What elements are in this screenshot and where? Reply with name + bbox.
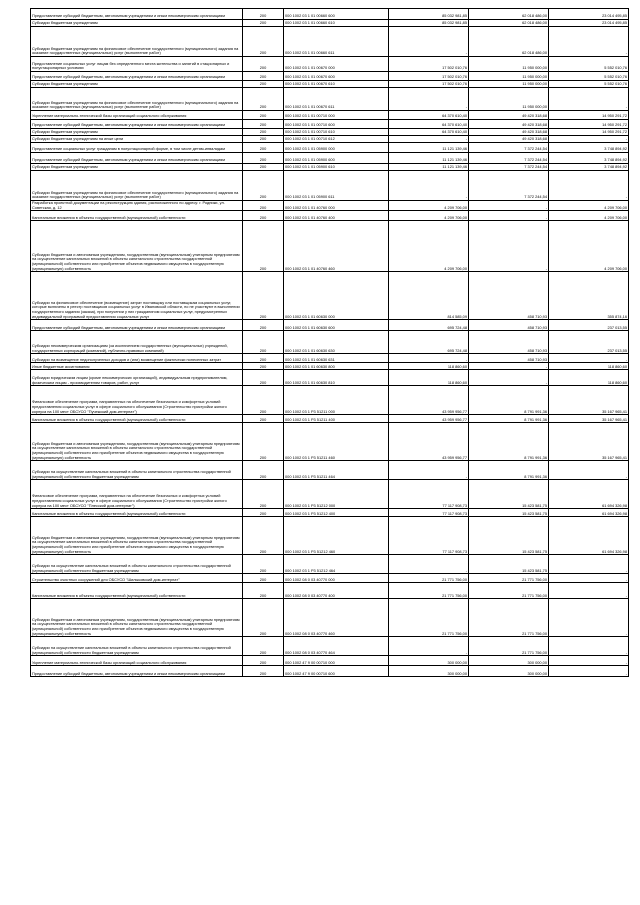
row-name-cell: Субсидии бюджетным учреждениям на финансовое обеспечение государственного (муниципального) задания на оказание государственных (муниципальных) услуг (выполнение работ) — [31, 27, 243, 57]
row-kbk-cell: 000 1002 03 1 01 60630 631 — [284, 354, 389, 363]
row-name-cell: Капитальные вложения в объекты государственной (муниципальной) собственности — [31, 583, 243, 599]
row-name-cell: Субсидии на осуществление капитальных вложений в объекты капитального строительства государственной (муниципальной) собственности бюджетным учреждениям — [31, 637, 243, 656]
row-value1-cell: 300 000,00 — [389, 656, 469, 666]
table-row — [31, 354, 629, 363]
row-value1-cell: 4 209 706,00 — [389, 221, 469, 272]
row-value1-cell: 77 117 908,73 — [389, 517, 469, 555]
row-value1-cell: 21 771 756,00 — [389, 583, 469, 599]
table-row — [31, 583, 629, 599]
row-value3-cell: 14 950 291,72 — [549, 111, 629, 120]
table-row — [31, 666, 629, 677]
table-row — [31, 88, 629, 111]
row-code-cell: 200 — [243, 153, 284, 164]
row-value1-cell: 17 502 010,76 — [389, 57, 469, 72]
budget-table-body — [31, 9, 629, 677]
row-value3-cell: 4 209 706,00 — [549, 201, 629, 211]
row-name-cell: Укрепление материально-технической базы организаций социального обслуживания — [31, 656, 243, 666]
row-code-cell: 200 — [243, 27, 284, 57]
row-name-cell: Укрепление материально-технической базы организаций социального обслуживания — [31, 111, 243, 120]
row-value2-cell: 49 420 318,68 — [469, 120, 549, 129]
row-value2-cell: 458 710,93 — [469, 331, 549, 354]
row-value2-cell: 300 000,00 — [469, 656, 549, 666]
row-kbk-cell: 000 1002 03 1 P3 51212 000 — [284, 480, 389, 509]
table-row — [31, 386, 629, 415]
row-value3-cell: - — [549, 136, 629, 143]
table-row — [31, 509, 629, 517]
row-value1-cell: 85 032 981,85 — [389, 20, 469, 27]
row-value3-cell: 3 748 894,92 — [549, 153, 629, 164]
row-kbk-cell: 000 1002 03 1 01 60630 000 — [284, 272, 389, 320]
row-value3-cell: 3 748 894,92 — [549, 143, 629, 153]
row-code-cell: 200 — [243, 415, 284, 423]
row-name-cell: Капитальные вложения в объекты государственной (муниципальной) собственности — [31, 211, 243, 221]
row-name-cell: Разработка проектной документации на реконструкцию здания, расположенного по адресу: г. Родники, ул. Советская, д. 12 — [31, 201, 243, 211]
row-value2-cell: 49 420 318,68 — [469, 111, 549, 120]
table-row — [31, 517, 629, 555]
row-code-cell: 200 — [243, 509, 284, 517]
row-value2-cell: 21 771 756,00 — [469, 583, 549, 599]
row-kbk-cell: 000 1002 03 1 P3 51212 400 — [284, 509, 389, 517]
row-code-cell: 200 — [243, 461, 284, 480]
table-row — [31, 171, 629, 201]
row-value3-cell: - — [549, 599, 629, 637]
table-row — [31, 211, 629, 221]
row-value1-cell: 814 585,09 — [389, 272, 469, 320]
table-row — [31, 120, 629, 129]
row-kbk-cell: 000 1002 03 1 01 05900 000 — [284, 143, 389, 153]
table-row — [31, 320, 629, 331]
row-value3-cell: 5 552 010,76 — [549, 72, 629, 81]
table-row — [31, 111, 629, 120]
row-value3-cell: - — [549, 354, 629, 363]
row-value1-cell: 17 502 010,76 — [389, 81, 469, 88]
row-kbk-cell: 000 1002 03 1 01 40760 000 — [284, 201, 389, 211]
row-code-cell: 200 — [243, 143, 284, 153]
row-value2-cell: 7 372 244,54 — [469, 143, 549, 153]
row-kbk-cell: 000 1002 03 1 01 05900 600 — [284, 153, 389, 164]
row-code-cell: 200 — [243, 88, 284, 111]
row-name-cell: Субсидии бюджетным и автономным учреждениям, государственным (муниципальным) унитарным предприятиям на осуществление капитальных вложений в объекты капитального строительства государственной (муниципальной) собственности или приобретение объектов недвижимого имущества в государственную (муниципальную) собственность — [31, 423, 243, 461]
row-name-cell: Субсидии на осуществление капитальных вложений в объекты капитального строительства государственной (муниципальной) собственности бюджетным учреждениям — [31, 461, 243, 480]
row-kbk-cell: 000 1002 03 1 01 40760 400 — [284, 211, 389, 221]
row-value2-cell: 458 710,93 — [469, 354, 549, 363]
row-code-cell: 200 — [243, 354, 284, 363]
table-row — [31, 81, 629, 88]
table-row — [31, 143, 629, 153]
row-name-cell: Предоставление субсидий бюджетным, автономным учреждениям и иным некоммерческим организациям — [31, 72, 243, 81]
table-row — [31, 637, 629, 656]
row-value1-cell: 4 209 706,00 — [389, 211, 469, 221]
row-value3-cell: - — [549, 656, 629, 666]
row-value3-cell: 118 860,60 — [549, 363, 629, 370]
row-value1-cell: - — [389, 171, 469, 201]
row-code-cell: 200 — [243, 517, 284, 555]
row-kbk-cell: 000 1002 03 1 01 00710 610 — [284, 129, 389, 136]
row-kbk-cell: 000 1002 03 1 P3 51212 464 — [284, 555, 389, 574]
table-row — [31, 363, 629, 370]
table-row — [31, 221, 629, 272]
row-value2-cell: 8 791 991,36 — [469, 461, 549, 480]
row-value2-cell: 7 372 244,54 — [469, 164, 549, 171]
row-value2-cell: 21 771 756,00 — [469, 574, 549, 583]
row-value3-cell: 3 748 894,92 — [549, 164, 629, 171]
row-name-cell: Субсидии бюджетным и автономным учреждениям, государственным (муниципальным) унитарным предприятиям на осуществление капитальных вложений в объекты капитального строительства государственной (муниципальной) собственности или приобретение объектов недвижимого имущества в государственную (муниципальную) собственность — [31, 517, 243, 555]
row-code-cell: 200 — [243, 9, 284, 20]
row-code-cell: 200 — [243, 211, 284, 221]
row-value3-cell: 5 552 010,76 — [549, 81, 629, 88]
row-value3-cell: 237 013,55 — [549, 331, 629, 354]
row-value3-cell: 35 167 965,41 — [549, 423, 629, 461]
row-kbk-cell: 000 1002 03 1 01 60630 810 — [284, 370, 389, 386]
table-row — [31, 72, 629, 81]
row-name-cell: Предоставление субсидий бюджетным, автономным учреждениям и иным некоммерческим организациям — [31, 320, 243, 331]
row-name-cell: Субсидии бюджетным и автономным учреждениям, государственным (муниципальным) унитарным предприятиям на осуществление капитальных вложений в объекты капитального строительства государственной (муниципальной) собственности или приобретение объектов недвижимого имущества в государственную (муниципальную) собственность — [31, 599, 243, 637]
row-kbk-cell: 000 1002 03 1 01 00660 600 — [284, 9, 389, 20]
row-kbk-cell: 000 1002 08 0 03 40770 400 — [284, 583, 389, 599]
row-name-cell: Субсидии бюджетным учреждениям — [31, 164, 243, 171]
row-code-cell: 200 — [243, 331, 284, 354]
row-name-cell: Финансовое обеспечение программ, направленных на обеспечение безопасных и комфортных условий предоставления социальных услуг в сфере социального обслуживания (Строительство пристройки жилого корпуса на 100 мест ОБСУСО "Пучежский дом-интернат") — [31, 386, 243, 415]
row-name-cell: Субсидии юридическим лицам (кроме некоммерческих организаций), индивидуальным предпринимателям, физическим лицам - производителям товаров, работ, услуг — [31, 370, 243, 386]
row-value2-cell: 8 791 991,36 — [469, 423, 549, 461]
row-value1-cell: - — [389, 637, 469, 656]
row-kbk-cell: 000 1002 03 1 01 40760 460 — [284, 221, 389, 272]
table-row — [31, 461, 629, 480]
table-row — [31, 415, 629, 423]
row-value1-cell: 77 117 908,73 — [389, 480, 469, 509]
row-value3-cell: 14 950 291,72 — [549, 129, 629, 136]
row-kbk-cell: 000 1002 03 1 P3 51211 460 — [284, 423, 389, 461]
row-value3-cell: 35 167 965,41 — [549, 415, 629, 423]
row-value2-cell: 21 771 756,00 — [469, 637, 549, 656]
row-value1-cell: - — [389, 555, 469, 574]
row-value1-cell: - — [389, 354, 469, 363]
row-kbk-cell: 000 1002 03 1 01 00710 600 — [284, 120, 389, 129]
row-value1-cell: 17 502 010,76 — [389, 72, 469, 81]
row-value2-cell: 300 000,00 — [469, 666, 549, 677]
row-name-cell: Субсидии бюджетным учреждениям — [31, 81, 243, 88]
row-kbk-cell: 000 1002 03 1 P3 51211 464 — [284, 461, 389, 480]
table-row — [31, 656, 629, 666]
row-value2-cell: 62 018 486,00 — [469, 20, 549, 27]
row-name-cell: Предоставление субсидий бюджетным, автономным учреждениям и иным некоммерческим организациям — [31, 153, 243, 164]
row-name-cell: Капитальные вложения в объекты государственной (муниципальной) собственности — [31, 415, 243, 423]
row-code-cell: 200 — [243, 637, 284, 656]
row-value1-cell: 695 724,48 — [389, 331, 469, 354]
row-kbk-cell: 000 1002 08 0 03 40770 000 — [284, 574, 389, 583]
row-code-cell: 200 — [243, 120, 284, 129]
table-row — [31, 331, 629, 354]
row-value2-cell: 49 420 318,68 — [469, 129, 549, 136]
table-row — [31, 164, 629, 171]
row-kbk-cell: 000 1002 03 1 01 00660 610 — [284, 20, 389, 27]
row-kbk-cell: 000 1002 03 1 P3 51212 460 — [284, 517, 389, 555]
row-value1-cell: - — [389, 136, 469, 143]
row-code-cell: 200 — [243, 423, 284, 461]
row-kbk-cell: 000 1002 03 1 01 00670 610 — [284, 81, 389, 88]
row-name-cell: Предоставление субсидий бюджетным, автономным учреждениям и иным некоммерческим организациям — [31, 666, 243, 677]
row-code-cell: 200 — [243, 111, 284, 120]
row-kbk-cell: 000 1002 03 1 01 60630 800 — [284, 363, 389, 370]
row-name-cell: Иные бюджетные ассигнования — [31, 363, 243, 370]
row-code-cell: 200 — [243, 129, 284, 136]
row-name-cell: Предоставление субсидий бюджетным, автономным учреждениям и иным некоммерческим организациям — [31, 9, 243, 20]
row-value3-cell: 4 209 706,00 — [549, 211, 629, 221]
row-value1-cell: 43 959 956,77 — [389, 423, 469, 461]
row-code-cell: 200 — [243, 57, 284, 72]
table-row — [31, 480, 629, 509]
row-value1-cell: 118 860,60 — [389, 370, 469, 386]
row-code-cell: 200 — [243, 164, 284, 171]
row-value2-cell: 11 950 000,00 — [469, 81, 549, 88]
row-code-cell: 200 — [243, 272, 284, 320]
row-name-cell: Субсидии бюджетным и автономным учреждениям, государственным (муниципальным) унитарным предприятиям на осуществление капитальных вложений в объекты капитального строительства государственной (муниципальной) собственности или приобретение объектов недвижимого имущества в государственную (муниципальную) собственность — [31, 221, 243, 272]
row-value3-cell: 118 860,60 — [549, 370, 629, 386]
row-name-cell: Субсидии бюджетным учреждениям — [31, 20, 243, 27]
row-value2-cell: - — [469, 370, 549, 386]
row-value2-cell: 21 771 756,00 — [469, 599, 549, 637]
row-name-cell: Субсидии на осуществление капитальных вложений в объекты капитального строительства государственной (муниципальной) собственности бюджетным учреждениям — [31, 555, 243, 574]
row-value2-cell: 458 710,93 — [469, 272, 549, 320]
row-value2-cell: 11 950 000,00 — [469, 72, 549, 81]
row-value1-cell: 118 860,60 — [389, 363, 469, 370]
row-value1-cell: - — [389, 461, 469, 480]
row-value1-cell: 64 370 610,40 — [389, 111, 469, 120]
row-value1-cell: 64 370 610,40 — [389, 120, 469, 129]
row-value3-cell: 23 014 495,85 — [549, 9, 629, 20]
row-value2-cell: - — [469, 211, 549, 221]
row-kbk-cell: 000 1002 47 9 00 00710 000 — [284, 656, 389, 666]
row-kbk-cell: 000 1002 03 1 01 00660 611 — [284, 27, 389, 57]
table-row — [31, 20, 629, 27]
row-value2-cell: 11 950 000,00 — [469, 88, 549, 111]
row-value2-cell: 8 791 991,36 — [469, 415, 549, 423]
row-name-cell: Капитальные вложения в объекты государственной (муниципальной) собственности — [31, 509, 243, 517]
table-row — [31, 555, 629, 574]
row-kbk-cell: 000 1002 03 1 01 00670 000 — [284, 57, 389, 72]
row-code-cell: 200 — [243, 370, 284, 386]
row-kbk-cell: 000 1002 03 1 01 00670 611 — [284, 88, 389, 111]
row-value1-cell: 85 032 981,85 — [389, 9, 469, 20]
row-name-cell: Субсидии бюджетным учреждениям — [31, 129, 243, 136]
row-kbk-cell: 000 1002 08 0 03 40770 460 — [284, 599, 389, 637]
row-value3-cell: 14 950 291,72 — [549, 120, 629, 129]
budget-report-sheet — [30, 8, 627, 677]
table-row — [31, 574, 629, 583]
row-code-cell: 200 — [243, 20, 284, 27]
row-kbk-cell: 000 1002 03 1 01 60630 630 — [284, 331, 389, 354]
row-value3-cell: 355 874,16 — [549, 272, 629, 320]
row-value3-cell: 61 694 326,98 — [549, 480, 629, 509]
row-code-cell: 200 — [243, 480, 284, 509]
table-row — [31, 201, 629, 211]
row-value1-cell: - — [389, 27, 469, 57]
row-value1-cell: 695 724,48 — [389, 320, 469, 331]
row-kbk-cell: 000 1002 03 1 P3 51211 000 — [284, 386, 389, 415]
row-value3-cell: - — [549, 637, 629, 656]
row-code-cell: 200 — [243, 599, 284, 637]
row-value3-cell: 61 694 326,98 — [549, 517, 629, 555]
row-code-cell: 200 — [243, 583, 284, 599]
row-code-cell: 200 — [243, 656, 284, 666]
row-value3-cell: - — [549, 461, 629, 480]
row-value1-cell: 11 121 139,46 — [389, 153, 469, 164]
row-value3-cell: - — [549, 574, 629, 583]
row-name-cell: Строительство очистных сооружений для ОБСУСО "Шилыковский дом-интернат" — [31, 574, 243, 583]
table-row — [31, 57, 629, 72]
row-name-cell: Субсидии на финансовое обеспечение (возмещение) затрат поставщику или поставщикам социальных услуг, которые включены в реестр поставщиков социальных услуг в Ивановской области, но не участвуют в выполнении государственного задания (заказа), при получении у них гражданином социальных услуг, предусмотренных индивидуальной программой предоставления социальных услуг — [31, 272, 243, 320]
row-value3-cell: 61 694 326,98 — [549, 509, 629, 517]
table-row — [31, 423, 629, 461]
table-row — [31, 153, 629, 164]
row-kbk-cell: 000 1002 03 1 01 00670 600 — [284, 72, 389, 81]
row-value2-cell: 49 420 318,68 — [469, 136, 549, 143]
row-value2-cell: 15 423 581,75 — [469, 480, 549, 509]
row-value2-cell: 15 423 581,75 — [469, 509, 549, 517]
row-value3-cell: 5 552 010,76 — [549, 57, 629, 72]
row-code-cell: 200 — [243, 221, 284, 272]
row-name-cell: Финансовое обеспечение программ, направленных на обеспечение безопасных и комфортных условий предоставления социальных услуг в сфере социального обслуживания (Строительство пристройки жилого корпуса на 100 мест ОБСУСО "Плесский дом-интернат") — [31, 480, 243, 509]
row-value3-cell: - — [549, 88, 629, 111]
table-row — [31, 27, 629, 57]
row-value1-cell: 21 771 756,00 — [389, 574, 469, 583]
row-kbk-cell: 000 1002 03 1 01 00710 612 — [284, 136, 389, 143]
row-value1-cell: 43 959 956,77 — [389, 386, 469, 415]
row-kbk-cell: 000 1002 03 1 01 60630 600 — [284, 320, 389, 331]
row-code-cell: 200 — [243, 666, 284, 677]
row-value2-cell: 62 018 486,00 — [469, 27, 549, 57]
row-value3-cell: - — [549, 666, 629, 677]
row-value2-cell: 15 423 581,75 — [469, 555, 549, 574]
row-value2-cell: 7 372 244,54 — [469, 153, 549, 164]
row-code-cell: 200 — [243, 136, 284, 143]
row-value2-cell: 62 018 486,00 — [469, 9, 549, 20]
row-value1-cell: 300 000,00 — [389, 666, 469, 677]
row-value3-cell: 23 014 495,85 — [549, 20, 629, 27]
row-value3-cell: - — [549, 583, 629, 599]
row-value2-cell: 8 791 991,36 — [469, 386, 549, 415]
row-name-cell: Субсидии бюджетным учреждениям на иные цели — [31, 136, 243, 143]
row-code-cell: 200 — [243, 201, 284, 211]
table-row — [31, 370, 629, 386]
row-code-cell: 200 — [243, 574, 284, 583]
row-value2-cell: 15 423 581,75 — [469, 517, 549, 555]
table-row — [31, 136, 629, 143]
row-value1-cell: 11 121 139,46 — [389, 143, 469, 153]
row-kbk-cell: 000 1002 03 1 P3 51211 400 — [284, 415, 389, 423]
row-value1-cell: 4 209 706,00 — [389, 201, 469, 211]
row-value1-cell: 64 370 610,40 — [389, 129, 469, 136]
row-name-cell: Предоставление социальных услуг гражданам в полустационарной форме, в том числе детям-инвалидам — [31, 143, 243, 153]
row-kbk-cell: 000 1002 03 1 01 00710 000 — [284, 111, 389, 120]
row-value3-cell: - — [549, 171, 629, 201]
row-value2-cell: - — [469, 363, 549, 370]
row-code-cell: 200 — [243, 81, 284, 88]
budget-table — [30, 8, 629, 677]
row-code-cell: 200 — [243, 72, 284, 81]
row-value3-cell: - — [549, 27, 629, 57]
row-value3-cell: 4 209 706,00 — [549, 221, 629, 272]
row-name-cell: Субсидии на возмещение недополученных доходов и (или) возмещение фактически понесенных затрат — [31, 354, 243, 363]
row-kbk-cell: 000 1002 08 0 03 40770 464 — [284, 637, 389, 656]
row-code-cell: 200 — [243, 363, 284, 370]
row-value2-cell: - — [469, 221, 549, 272]
row-value1-cell: 43 959 956,77 — [389, 415, 469, 423]
row-value2-cell: 7 372 244,54 — [469, 171, 549, 201]
table-row — [31, 272, 629, 320]
row-code-cell: 200 — [243, 171, 284, 201]
row-value3-cell: 237 013,55 — [549, 320, 629, 331]
row-value3-cell: - — [549, 555, 629, 574]
row-value2-cell: 11 950 000,00 — [469, 57, 549, 72]
row-name-cell: Предоставление субсидий бюджетным, автономным учреждениям и иным некоммерческим организациям — [31, 120, 243, 129]
row-value2-cell: 458 710,93 — [469, 320, 549, 331]
row-value3-cell: 35 167 965,41 — [549, 386, 629, 415]
table-row — [31, 599, 629, 637]
row-value1-cell: 11 121 139,46 — [389, 164, 469, 171]
row-value2-cell: - — [469, 201, 549, 211]
row-value1-cell: 21 771 756,00 — [389, 599, 469, 637]
row-kbk-cell: 000 1002 47 9 00 00710 600 — [284, 666, 389, 677]
row-kbk-cell: 000 1002 03 1 01 05900 611 — [284, 171, 389, 201]
row-kbk-cell: 000 1002 03 1 01 05900 610 — [284, 164, 389, 171]
row-value1-cell: 77 117 908,73 — [389, 509, 469, 517]
table-row — [31, 129, 629, 136]
row-value1-cell: - — [389, 88, 469, 111]
row-name-cell: Субсидии некоммерческим организациям (за исключением государственных (муниципальных) учреждений, государственных корпораций (компаний), публично-правовых компаний) — [31, 331, 243, 354]
row-code-cell: 200 — [243, 386, 284, 415]
row-name-cell: Субсидии бюджетным учреждениям на финансовое обеспечение государственного (муниципального) задания на оказание государственных (муниципальных) услуг (выполнение работ) — [31, 88, 243, 111]
row-name-cell: Предоставление социальных услуг лицам без определенного места жительства и занятий в стационарных и полустационарных условиях — [31, 57, 243, 72]
row-code-cell: 200 — [243, 555, 284, 574]
row-code-cell: 200 — [243, 320, 284, 331]
row-name-cell: Субсидии бюджетным учреждениям на финансовое обеспечение государственного (муниципального) задания на оказание государственных (муниципальных) услуг (выполнение работ) — [31, 171, 243, 201]
table-row — [31, 9, 629, 20]
